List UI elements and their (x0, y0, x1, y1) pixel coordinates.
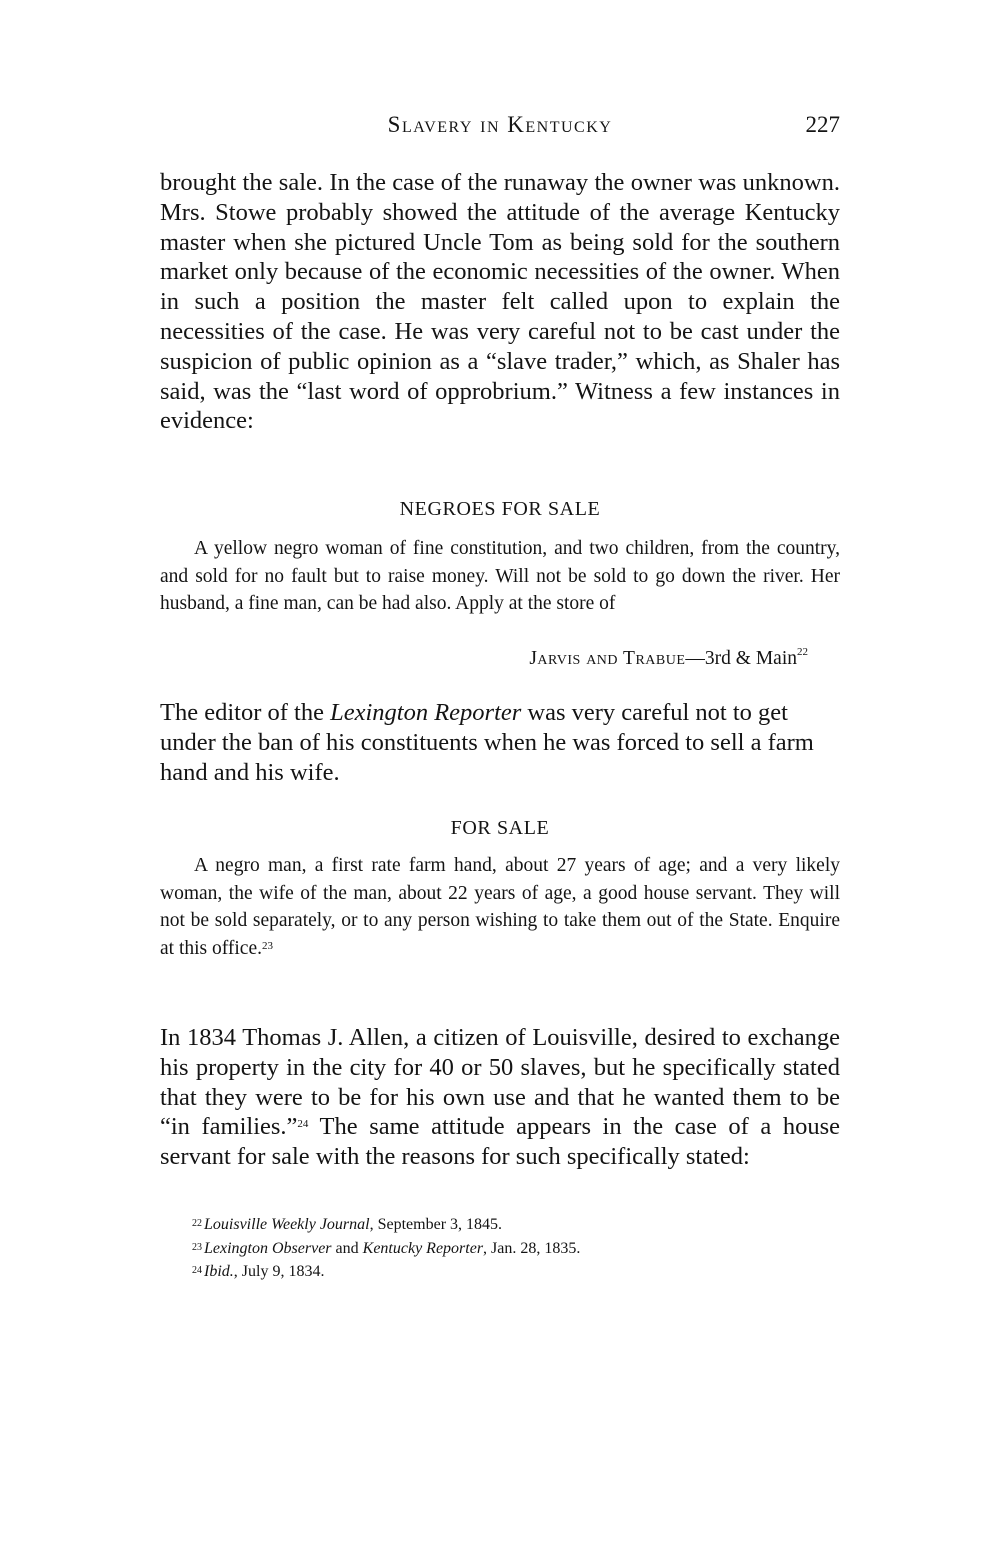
advertisement-1-text: A yellow negro woman of fine constitution, and two children, from the country, and sold for no fault but to raise money. Will not be sold to go down the river. Her husband, a fine man, can be had also. Apply at the store of (160, 538, 840, 614)
paragraph-2 (160, 698, 840, 787)
footnote-number: 22 (192, 1218, 202, 1229)
paragraph-2-after: was very careful not to get under the ban of his constituents when he was forced to sell a farm hand and his wife. (160, 699, 814, 786)
footnote-source-title-2: Kentucky Reporter (362, 1239, 484, 1257)
footnote-ref-23: 23 (262, 939, 273, 952)
paragraph-3 (160, 1023, 840, 1172)
footnote-number: 23 (192, 1241, 202, 1253)
paragraph-2-before: The editor of the (160, 699, 331, 726)
footnote-detail: , September 3, 1845. (369, 1216, 503, 1233)
footnote-source-title: Louisville Weekly Journal (204, 1216, 370, 1233)
footnote-22 (192, 1213, 840, 1237)
advertisement-1-signature-address: —3rd & Main (685, 648, 797, 669)
advertisement-2-text (160, 852, 840, 962)
advertisement-1-signature-names: Jarvis and Trabue (529, 648, 686, 669)
footnote-source-title: Ibid. (204, 1263, 234, 1280)
page-number: 227 (805, 112, 840, 137)
paragraph-3-before: In 1834 Thomas J. Allen, a citizen of Louisville, desired to exchange his property in the city for 40 or 50 slaves, but he specifically stated that they were to be for his own use and that he wanted them to be “in families.” (160, 1024, 840, 1141)
paragraph-2-title: Lexington Reporter (330, 699, 522, 726)
footnote-ref-22: 22 (797, 646, 808, 658)
footnote-source-title: Lexington Observer (204, 1239, 332, 1257)
running-title: Slavery in Kentucky (387, 112, 613, 137)
footnote-24 (192, 1260, 840, 1284)
paragraph-3-after: The same attitude appears in the case of a house servant for sale with the reasons for such specifically stated: (160, 1113, 840, 1171)
advertisement-2-body: A negro man, a first rate farm hand, about 27 years of age; and a very likely woman, the wife of the man, about 22 years of age, a good house servant. They will not be sold separately, or to any person wishing to take them out of the State. Enquire at this office. (160, 855, 840, 959)
paragraph-1: brought the sale. In the case of the runaway the owner was unknown. Mrs. Stowe probably showed the attitude of the average Kentucky master when she pictured Uncle Tom as being sold for the southern market only because of the economic necessities of the owner. When in such a position the master felt called upon to explain the necessities of the case. He was very careful not to be cast under the suspicion of public opinion as a “slave trader,” which, as Shaler has said, was the “last word of opprobrium.” Witness a few instances in evidence: (160, 169, 840, 435)
running-head (160, 112, 840, 144)
footnotes (192, 1213, 840, 1284)
footnote-number: 24 (192, 1265, 202, 1276)
advertisement-2-heading: FOR SALE (450, 817, 550, 839)
advertisement-1-heading: NEGROES FOR SALE (399, 498, 601, 520)
footnote-conjunction: and (331, 1239, 363, 1257)
advertisement-1-signature (160, 648, 808, 670)
footnote-23 (192, 1237, 840, 1261)
footnote-ref-24: 24 (297, 1118, 309, 1131)
footnote-detail: , July 9, 1834. (233, 1263, 325, 1280)
footnote-detail: , Jan. 28, 1835. (483, 1239, 581, 1257)
